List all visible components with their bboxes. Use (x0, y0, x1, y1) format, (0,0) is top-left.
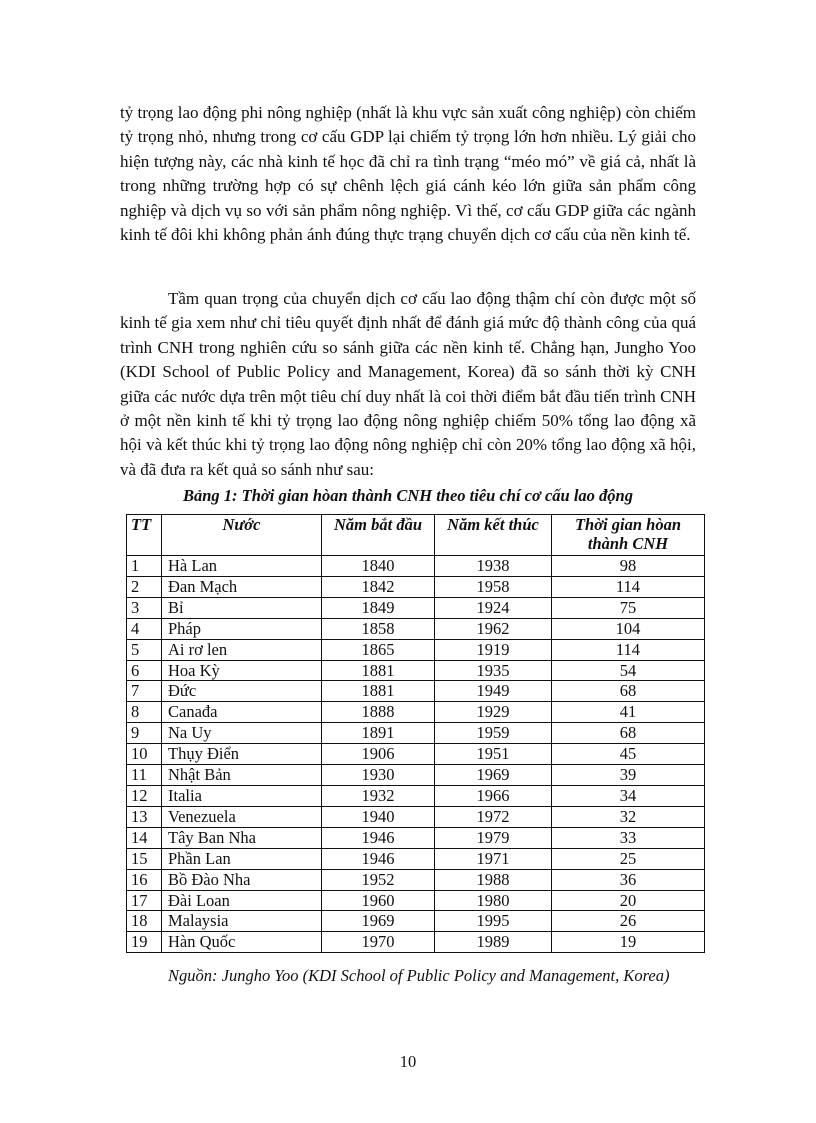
row-country: Ai rơ len (162, 639, 322, 660)
row-country: Pháp (162, 618, 322, 639)
row-country: Đức (162, 681, 322, 702)
row-start-year: 1930 (322, 765, 435, 786)
header-country: Nước (162, 515, 322, 556)
row-duration: 36 (552, 869, 705, 890)
row-start-year: 1970 (322, 932, 435, 953)
table-row (127, 618, 705, 639)
row-tt: 16 (127, 869, 162, 890)
row-country: Nhật Bản (162, 765, 322, 786)
paragraph-1: tỷ trọng lao động phi nông nghiệp (nhất là khu vực sản xuất công nghiệp) còn chiếm tỷ trọng nhỏ, nhưng trong cơ cấu GDP lại chiếm tỷ trọng lớn hơn nhiều. Lý giải cho hiện tượng này, các nhà kinh tế học đã chỉ ra tình trạng “méo mó” về giá cả, nhất là trong những trường hợp có sự chênh lệch giá cánh kéo lớn giữa sản phẩm công nghiệp và dịch vụ so với sản phẩm nông nghiệp. Vì thế, cơ cấu GDP giữa các ngành kinh tế đôi khi không phản ánh đúng thực trạng chuyển dịch cơ cấu của nền kinh tế. (120, 103, 696, 245)
row-end-year: 1988 (435, 869, 552, 890)
table-row (127, 765, 705, 786)
row-duration: 114 (552, 576, 705, 597)
table-caption: Bảng 1: Thời gian hòan thành CNH theo tiêu chí cơ cấu lao động (182, 486, 633, 505)
row-duration: 34 (552, 785, 705, 806)
row-tt: 12 (127, 785, 162, 806)
row-tt: 4 (127, 618, 162, 639)
row-start-year: 1940 (322, 806, 435, 827)
table-row (127, 639, 705, 660)
table-row (127, 848, 705, 869)
row-country: Đan Mạch (162, 576, 322, 597)
row-end-year: 1979 (435, 827, 552, 848)
industrialization-table (126, 514, 705, 953)
row-end-year: 1924 (435, 597, 552, 618)
row-end-year: 1969 (435, 765, 552, 786)
table-row (127, 911, 705, 932)
row-tt: 17 (127, 890, 162, 911)
row-end-year: 1980 (435, 890, 552, 911)
row-duration: 26 (552, 911, 705, 932)
row-duration: 54 (552, 660, 705, 681)
row-tt: 14 (127, 827, 162, 848)
row-end-year: 1989 (435, 932, 552, 953)
row-end-year: 1959 (435, 723, 552, 744)
row-country: Phần Lan (162, 848, 322, 869)
row-start-year: 1865 (322, 639, 435, 660)
row-end-year: 1949 (435, 681, 552, 702)
row-start-year: 1932 (322, 785, 435, 806)
table-row (127, 806, 705, 827)
row-end-year: 1938 (435, 556, 552, 577)
row-start-year: 1849 (322, 597, 435, 618)
row-end-year: 1995 (435, 911, 552, 932)
header-tt: TT (127, 515, 162, 556)
row-country: Na Uy (162, 723, 322, 744)
row-duration: 75 (552, 597, 705, 618)
row-country: Bỉ (162, 597, 322, 618)
row-duration: 68 (552, 681, 705, 702)
table-row (127, 744, 705, 765)
row-end-year: 1972 (435, 806, 552, 827)
row-start-year: 1858 (322, 618, 435, 639)
row-end-year: 1935 (435, 660, 552, 681)
row-start-year: 1888 (322, 702, 435, 723)
row-duration: 45 (552, 744, 705, 765)
row-tt: 18 (127, 911, 162, 932)
paragraph-2: Tầm quan trọng của chuyển dịch cơ cấu lao động thậm chí còn được một số kinh tế gia xem như chỉ tiêu quyết định nhất để đánh giá mức độ thành công của quá trình CNH trong nghiên cứu so sánh giữa các nền kinh tế. Chẳng hạn, Jungho Yoo (KDI School of Public Policy and Management, Korea) đã so sánh thời kỳ CNH giữa các nước dựa trên một tiêu chí duy nhất là coi thời điểm bắt đầu tiến trình CNH ở một nền kinh tế khi tỷ trọng lao động nông nghiệp chiếm 50% tổng lao động xã hội và kết thúc khi tỷ trọng lao động nông nghiệp chỉ còn 20% tổng lao động xã hội, và đã đưa ra kết quả so sánh như sau: (120, 289, 696, 479)
row-tt: 15 (127, 848, 162, 869)
row-country: Italia (162, 785, 322, 806)
row-tt: 13 (127, 806, 162, 827)
row-start-year: 1969 (322, 911, 435, 932)
table-row (127, 660, 705, 681)
table-source: Nguồn: Jungho Yoo (KDI School of Public Policy and Management, Korea) (168, 966, 670, 985)
row-end-year: 1962 (435, 618, 552, 639)
row-start-year: 1881 (322, 660, 435, 681)
row-country: Đài Loan (162, 890, 322, 911)
table-row (127, 827, 705, 848)
row-tt: 5 (127, 639, 162, 660)
row-country: Venezuela (162, 806, 322, 827)
row-start-year: 1891 (322, 723, 435, 744)
row-start-year: 1946 (322, 848, 435, 869)
row-end-year: 1919 (435, 639, 552, 660)
row-start-year: 1952 (322, 869, 435, 890)
row-tt: 6 (127, 660, 162, 681)
table-row (127, 785, 705, 806)
table-body (127, 556, 705, 953)
row-country: Hà Lan (162, 556, 322, 577)
table-row (127, 702, 705, 723)
row-duration: 104 (552, 618, 705, 639)
header-end-year: Năm kết thúc (435, 515, 552, 556)
row-duration: 33 (552, 827, 705, 848)
page-number: 10 (399, 1052, 417, 1071)
table-row (127, 576, 705, 597)
row-country: Malaysia (162, 911, 322, 932)
row-end-year: 1958 (435, 576, 552, 597)
row-duration: 39 (552, 765, 705, 786)
table-row (127, 597, 705, 618)
table-header-row (127, 515, 705, 556)
row-tt: 10 (127, 744, 162, 765)
row-country: Hàn Quốc (162, 932, 322, 953)
row-start-year: 1906 (322, 744, 435, 765)
row-tt: 1 (127, 556, 162, 577)
row-duration: 114 (552, 639, 705, 660)
row-end-year: 1971 (435, 848, 552, 869)
table-row (127, 932, 705, 953)
row-duration: 20 (552, 890, 705, 911)
table-row (127, 681, 705, 702)
row-duration: 68 (552, 723, 705, 744)
table-row (127, 556, 705, 577)
row-tt: 2 (127, 576, 162, 597)
row-start-year: 1960 (322, 890, 435, 911)
row-start-year: 1946 (322, 827, 435, 848)
row-duration: 98 (552, 556, 705, 577)
row-country: Thụy Điển (162, 744, 322, 765)
row-tt: 19 (127, 932, 162, 953)
row-country: Hoa Kỳ (162, 660, 322, 681)
table-row (127, 890, 705, 911)
row-start-year: 1881 (322, 681, 435, 702)
row-duration: 25 (552, 848, 705, 869)
row-end-year: 1966 (435, 785, 552, 806)
row-tt: 3 (127, 597, 162, 618)
table-row (127, 723, 705, 744)
row-country: Canađa (162, 702, 322, 723)
row-duration: 41 (552, 702, 705, 723)
row-start-year: 1840 (322, 556, 435, 577)
row-tt: 11 (127, 765, 162, 786)
row-country: Bồ Đào Nha (162, 869, 322, 890)
header-start-year: Năm bắt đầu (322, 515, 435, 556)
row-tt: 7 (127, 681, 162, 702)
row-duration: 32 (552, 806, 705, 827)
row-duration: 19 (552, 932, 705, 953)
row-end-year: 1951 (435, 744, 552, 765)
row-country: Tây Ban Nha (162, 827, 322, 848)
row-end-year: 1929 (435, 702, 552, 723)
row-tt: 8 (127, 702, 162, 723)
row-start-year: 1842 (322, 576, 435, 597)
table-row (127, 869, 705, 890)
header-duration: Thời gian hòan thành CNH (552, 515, 705, 556)
row-tt: 9 (127, 723, 162, 744)
